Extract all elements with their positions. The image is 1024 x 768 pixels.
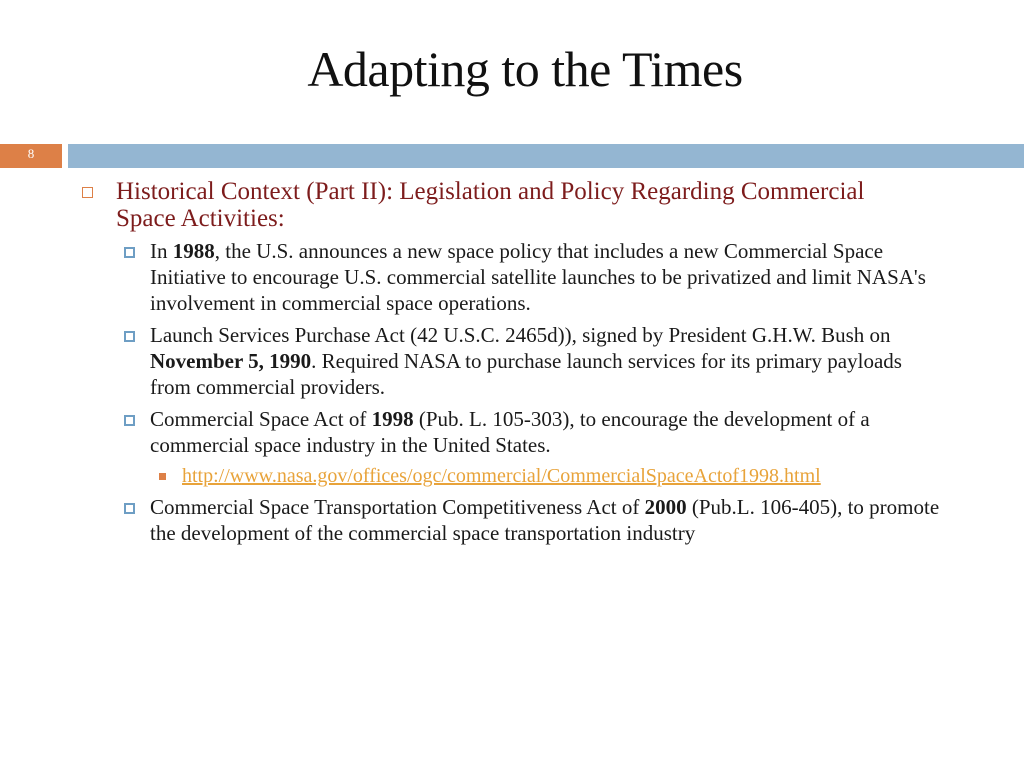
item-text: Launch Services Purchase Act (42 U.S.C. 2465d)), signed by President G.H.W. Bush on	[150, 323, 891, 347]
list-item	[0, 406, 1024, 458]
item-date: November 5, 1990	[150, 349, 312, 373]
slide-number: 8	[0, 144, 62, 168]
header-bar	[0, 144, 1024, 168]
item-text: Commercial Space Act of	[150, 407, 372, 431]
accent-strip	[68, 144, 1024, 168]
slide-title: Adapting to the Times	[307, 41, 743, 97]
heading-text: Historical Context (Part II): Legislation and Policy Regarding Commercial Space Activities:	[116, 178, 865, 232]
square-bullet-icon	[124, 247, 135, 258]
item-text: . Required NASA to purchase launch services for its primary payloads from commercial providers.	[150, 349, 902, 399]
item-date: 2000	[644, 495, 687, 519]
item-text: (Pub. L. 105-303), to encourage the development of a commercial space industry in the United States.	[150, 407, 870, 457]
list-item	[0, 238, 1024, 316]
heading-bullet	[0, 178, 1024, 232]
item-text: In	[150, 239, 173, 263]
commercial-space-act-link[interactable]: http://www.nasa.gov/offices/ogc/commercial/CommercialSpaceActof1998.html	[182, 465, 821, 487]
item-text: , the U.S. announces a new space policy that includes a new Commercial Space Initiative to encourage U.S. commercial satellite launches to be privatized and limit NASA's involvement in commercial space operations.	[150, 239, 926, 315]
item-date: 1988	[172, 239, 215, 263]
item-text: Commercial Space Transportation Competitiveness Act of	[150, 495, 645, 519]
item-date: 1998	[371, 407, 414, 431]
list-item	[0, 322, 1024, 400]
sub-list-item	[0, 464, 1024, 488]
list-item	[0, 494, 1024, 546]
item-text: (Pub.L. 106-405), to promote the development of the commercial space transportation industry	[150, 495, 940, 545]
square-bullet-icon	[124, 331, 135, 342]
square-bullet-icon	[124, 415, 135, 426]
square-bullet-icon	[124, 503, 135, 514]
filled-square-bullet-icon	[159, 473, 166, 480]
slide-body	[0, 178, 1024, 552]
hollow-square-bullet-icon	[82, 187, 93, 198]
